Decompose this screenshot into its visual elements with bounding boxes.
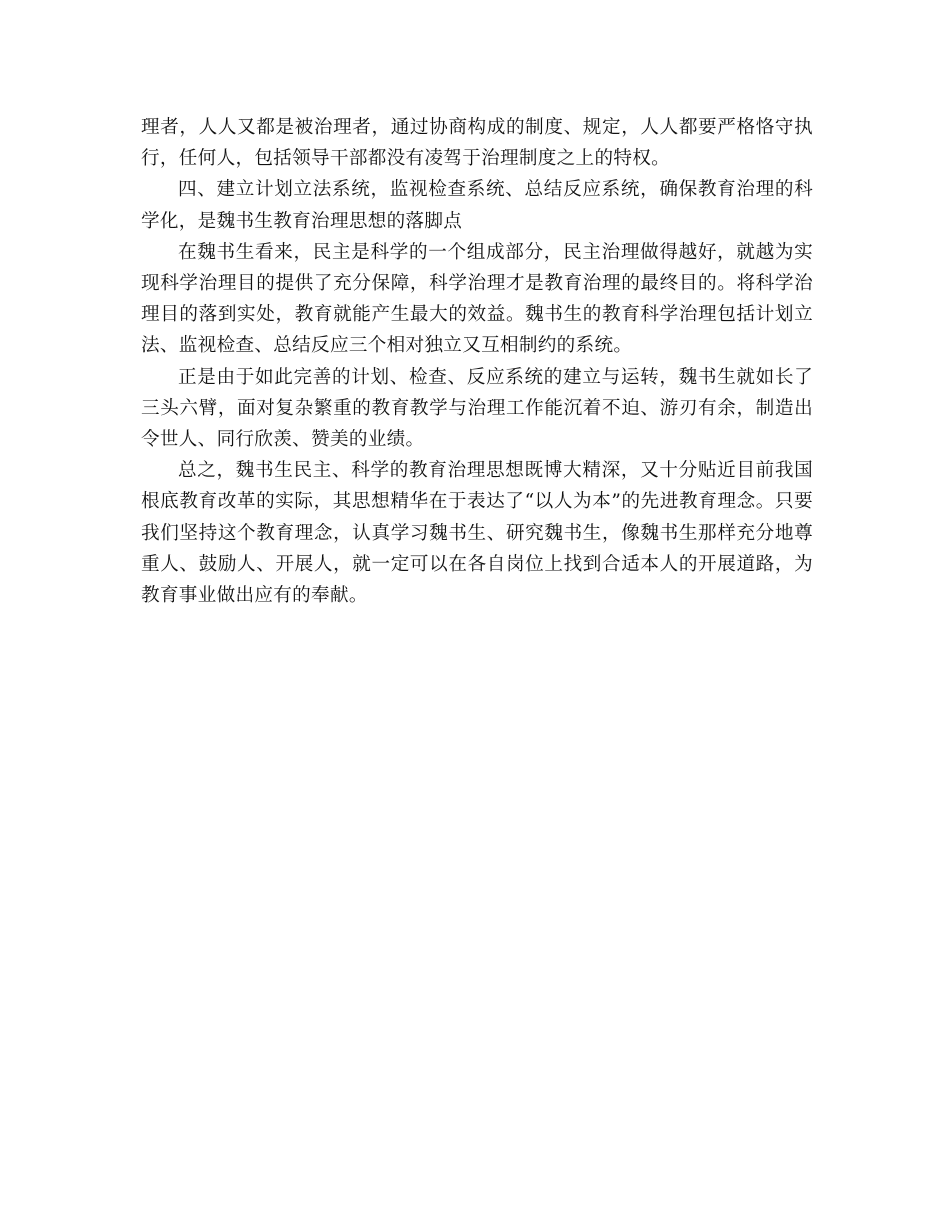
paragraph-system-operation: 正是由于如此完善的计划、检查、反应系统的建立与运转，魏书生就如长了三头六臂，面对复杂繁重的教育教学与治理工作能沉着不迫、游刃有余，制造出令世人、同行欣羡、赞美的业绩。 — [141, 366, 813, 451]
section-heading-four: 四、建立计划立法系统，监视检查系统、总结反应系统，确保教育治理的科学化，是魏书生教育治理思想的落脚点 — [141, 179, 813, 232]
paragraph-science-management: 在魏书生看来，民主是科学的一个组成部分，民主治理做得越好，就越为实现科学治理目的提供了充分保障，科学治理才是教育治理的最终目的。将科学治理目的落到实处，教育就能产生最大的效益。魏书生的教育科学治理包括计划立法、监视检查、总结反应三个相对独立又互相制约的系统。 — [141, 241, 813, 357]
paragraph-continuation: 理者，人人又都是被治理者，通过协商构成的制度、规定，人人都要严格恪守执行，任何人，包括领导干部都没有凌驾于治理制度之上的特权。 — [141, 117, 813, 170]
paragraph-conclusion: 总之，魏书生民主、科学的教育治理思想既博大精深，又十分贴近目前我国根底教育改革的实际，其思想精华在于表达了“以人为本”的先进教育理念。只要我们坚持这个教育理念，认真学习魏书生、研究魏书生，像魏书生那样充分地尊重人、鼓励人、开展人，就一定可以在各自岗位上找到合适本人的开展道路，为教育事业做出应有的奉献。 — [141, 460, 813, 607]
document-body — [141, 112, 813, 611]
